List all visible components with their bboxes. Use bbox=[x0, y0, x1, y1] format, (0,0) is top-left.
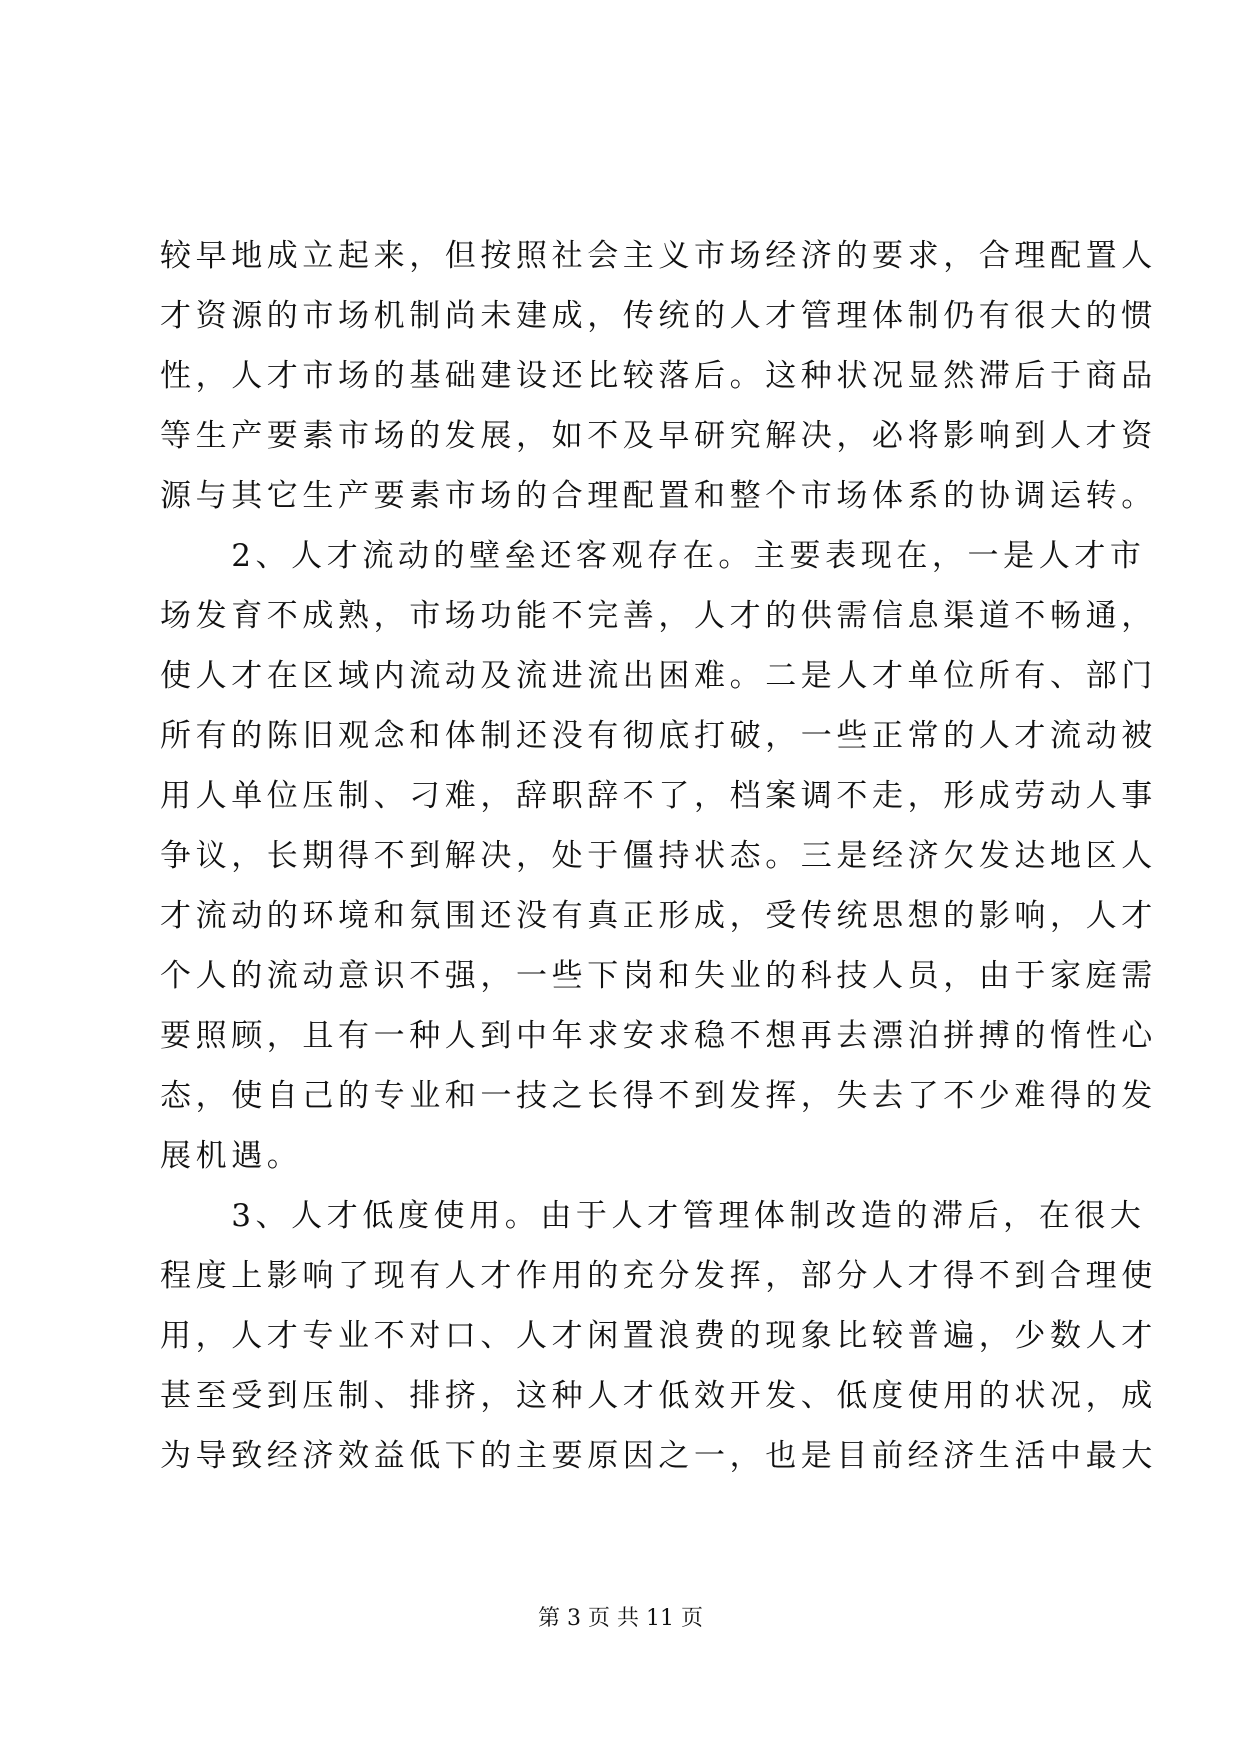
text-line: 3、人才低度使用。由于人才管理体制改造的滞后，在很大 bbox=[160, 1198, 1146, 1234]
page-number-footer: 第 3 页 共 11 页 bbox=[538, 1606, 703, 1631]
text-line: 展机遇。 bbox=[160, 1138, 303, 1174]
text-line: 用人单位压制、刁难，辞职辞不了，档案调不走，形成劳动人事 bbox=[160, 778, 1157, 814]
text-line: 较早地成立起来，但按照社会主义市场经济的要求，合理配置人 bbox=[160, 238, 1157, 274]
text-line: 2、人才流动的壁垒还客观存在。主要表现在，一是人才市 bbox=[160, 538, 1146, 574]
text-line: 程度上影响了现有人才作用的充分发挥，部分人才得不到合理使 bbox=[160, 1258, 1157, 1294]
text-line: 甚至受到压制、排挤，这种人才低效开发、低度使用的状况，成 bbox=[160, 1378, 1157, 1414]
text-line: 使人才在区域内流动及流进流出困难。二是人才单位所有、部门 bbox=[160, 658, 1157, 694]
text-line: 才流动的环境和氛围还没有真正形成，受传统思想的影响，人才 bbox=[160, 898, 1157, 934]
text-line: 个人的流动意识不强，一些下岗和失业的科技人员，由于家庭需 bbox=[160, 958, 1157, 994]
text-line: 才资源的市场机制尚未建成，传统的人才管理体制仍有很大的惯 bbox=[160, 298, 1157, 334]
text-line: 为导致经济效益低下的主要原因之一，也是目前经济生活中最大 bbox=[160, 1438, 1157, 1474]
document-body bbox=[160, 226, 1157, 1486]
text-line: 要照顾，且有一种人到中年求安求稳不想再去漂泊拼搏的惰性心 bbox=[160, 1018, 1157, 1054]
text-line: 源与其它生产要素市场的合理配置和整个市场体系的协调运转。 bbox=[160, 478, 1157, 514]
text-line: 态，使自己的专业和一技之长得不到发挥，失去了不少难得的发 bbox=[160, 1078, 1157, 1114]
text-line: 场发育不成熟，市场功能不完善，人才的供需信息渠道不畅通， bbox=[160, 598, 1157, 634]
text-line: 性，人才市场的基础建设还比较落后。这种状况显然滞后于商品 bbox=[160, 358, 1157, 394]
text-line: 用，人才专业不对口、人才闲置浪费的现象比较普遍，少数人才 bbox=[160, 1318, 1157, 1354]
text-line: 等生产要素市场的发展，如不及早研究解决，必将影响到人才资 bbox=[160, 418, 1157, 454]
text-line: 争议，长期得不到解决，处于僵持状态。三是经济欠发达地区人 bbox=[160, 838, 1157, 874]
text-line: 所有的陈旧观念和体制还没有彻底打破，一些正常的人才流动被 bbox=[160, 718, 1157, 754]
